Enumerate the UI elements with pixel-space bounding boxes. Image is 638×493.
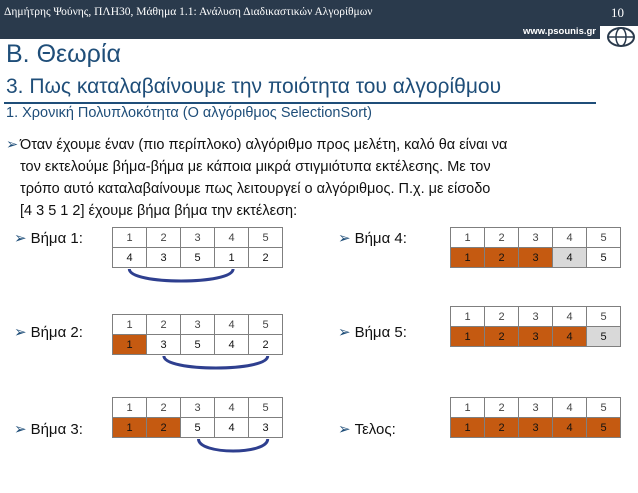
value-row xyxy=(451,248,621,268)
step-label-text: Βήμα 2: xyxy=(30,324,83,341)
index-cell: 1 xyxy=(451,307,485,327)
value-cell: 1 xyxy=(451,248,485,268)
value-cell: 4 xyxy=(113,248,147,268)
value-row xyxy=(113,248,283,268)
value-cell: 5 xyxy=(587,418,621,438)
index-cell: 5 xyxy=(587,398,621,418)
website-link[interactable]: www.psounis.gr xyxy=(522,26,596,37)
step-label xyxy=(14,229,83,247)
value-cell: 2 xyxy=(249,248,283,268)
index-cell: 3 xyxy=(181,315,215,335)
index-cell: 4 xyxy=(553,307,587,327)
value-cell: 2 xyxy=(485,327,519,347)
value-cell: 4 xyxy=(215,418,249,438)
section-heading: 1. Χρονική Πολυπλοκότητα (Ο αλγόριθμος SelectionSort) xyxy=(6,105,372,121)
paragraph-line: τον εκτελούμε βήμα-βήμα με κάποια μικρά στιγμιότυπα εκτέλεσης. Με τον xyxy=(20,159,491,175)
index-row xyxy=(113,315,283,335)
value-cell: 2 xyxy=(485,418,519,438)
value-cell: 1 xyxy=(451,327,485,347)
value-cell: 1 xyxy=(215,248,249,268)
index-cell: 2 xyxy=(147,398,181,418)
step-label-text: Βήμα 3: xyxy=(30,421,83,438)
index-row xyxy=(451,307,621,327)
index-cell: 3 xyxy=(519,228,553,248)
value-cell: 4 xyxy=(553,418,587,438)
value-row xyxy=(451,418,621,438)
index-cell: 4 xyxy=(553,228,587,248)
arrow-bullet-icon: ➢ xyxy=(14,230,27,247)
index-cell: 2 xyxy=(147,315,181,335)
value-cell: 3 xyxy=(519,327,553,347)
value-cell: 3 xyxy=(519,418,553,438)
value-row xyxy=(113,418,283,438)
arrow-bullet-icon: ➢ xyxy=(338,421,351,438)
index-cell: 5 xyxy=(587,228,621,248)
value-cell: 5 xyxy=(181,335,215,355)
slide-subtitle: 3. Πως καταλαβαίνουμε την ποιότητα του αλγορίθμου xyxy=(6,75,502,98)
index-cell: 3 xyxy=(181,398,215,418)
value-cell: 4 xyxy=(215,335,249,355)
array-table xyxy=(112,397,283,438)
value-cell: 3 xyxy=(147,248,181,268)
step-label xyxy=(338,229,407,247)
arrow-bullet-icon: ➢ xyxy=(6,137,19,153)
array-table xyxy=(450,306,621,347)
index-cell: 5 xyxy=(249,398,283,418)
array-table xyxy=(450,227,621,268)
slide-title: Β. Θεωρία xyxy=(6,40,121,68)
value-cell: 5 xyxy=(181,418,215,438)
index-cell: 3 xyxy=(181,228,215,248)
value-cell: 3 xyxy=(249,418,283,438)
index-row xyxy=(451,398,621,418)
arrow-bullet-icon: ➢ xyxy=(14,324,27,341)
step-label xyxy=(338,420,396,438)
intro-paragraph xyxy=(6,134,632,222)
value-cell: 5 xyxy=(587,248,621,268)
index-cell: 4 xyxy=(215,315,249,335)
arrow-bullet-icon: ➢ xyxy=(338,230,351,247)
value-cell: 2 xyxy=(249,335,283,355)
value-cell: 5 xyxy=(587,327,621,347)
step-label-text: Βήμα 5: xyxy=(354,324,407,341)
step-label xyxy=(338,323,407,341)
value-row xyxy=(451,327,621,347)
array-table xyxy=(112,227,283,268)
index-cell: 2 xyxy=(485,228,519,248)
value-row xyxy=(113,335,283,355)
value-cell: 5 xyxy=(181,248,215,268)
index-cell: 3 xyxy=(519,398,553,418)
step-label-text: Τελος: xyxy=(354,421,396,438)
index-cell: 1 xyxy=(113,398,147,418)
value-cell: 2 xyxy=(147,418,181,438)
paragraph-line: [4 3 5 1 2] έχουμε βήμα βήμα την εκτέλεση: xyxy=(20,203,298,219)
index-row xyxy=(451,228,621,248)
array-table xyxy=(112,314,283,355)
step-label-text: Βήμα 1: xyxy=(30,230,83,247)
index-row xyxy=(113,398,283,418)
arrow-bullet-icon: ➢ xyxy=(338,324,351,341)
value-cell: 1 xyxy=(113,335,147,355)
swap-arc-path xyxy=(199,439,268,451)
index-cell: 4 xyxy=(553,398,587,418)
value-cell: 3 xyxy=(147,335,181,355)
index-row xyxy=(113,228,283,248)
value-cell: 1 xyxy=(451,418,485,438)
value-cell: 2 xyxy=(485,248,519,268)
index-cell: 1 xyxy=(451,398,485,418)
psounis-logo-icon xyxy=(606,26,636,48)
array-table xyxy=(450,397,621,438)
value-cell: 4 xyxy=(553,248,587,268)
subtitle-underline xyxy=(4,102,596,104)
value-cell: 1 xyxy=(113,418,147,438)
index-cell: 5 xyxy=(249,315,283,335)
step-label-text: Βήμα 4: xyxy=(354,230,407,247)
paragraph-line: τρόπο αυτό καταλαβαίνουμε πως λειτουργεί ο αλγόριθμος. Π.χ. με είσοδο xyxy=(20,181,491,197)
index-cell: 5 xyxy=(249,228,283,248)
step-label xyxy=(14,323,83,341)
header-title: Δημήτρης Ψούνης, ΠΛΗ30, Μάθημα 1.1: Ανάλυση Διαδικαστικών Αλγορίθμων xyxy=(4,6,373,18)
index-cell: 4 xyxy=(215,228,249,248)
index-cell: 3 xyxy=(519,307,553,327)
index-cell: 1 xyxy=(451,228,485,248)
value-cell: 4 xyxy=(553,327,587,347)
paragraph-line: Όταν έχουμε έναν (πιο περίπλοκο) αλγόριθμο προς μελέτη, καλό θα είναι να xyxy=(20,137,508,153)
page-number: 10 xyxy=(611,5,624,20)
swap-arc-path xyxy=(129,269,233,281)
swap-arc xyxy=(0,0,1,1)
step-label xyxy=(14,420,83,438)
index-cell: 5 xyxy=(587,307,621,327)
index-cell: 2 xyxy=(485,398,519,418)
header-bar xyxy=(0,0,638,26)
website-bar xyxy=(0,26,600,39)
index-cell: 1 xyxy=(113,315,147,335)
index-cell: 2 xyxy=(147,228,181,248)
index-cell: 1 xyxy=(113,228,147,248)
arrow-bullet-icon: ➢ xyxy=(14,421,27,438)
swap-arc-path xyxy=(164,356,268,368)
index-cell: 2 xyxy=(485,307,519,327)
value-cell: 3 xyxy=(519,248,553,268)
index-cell: 4 xyxy=(215,398,249,418)
